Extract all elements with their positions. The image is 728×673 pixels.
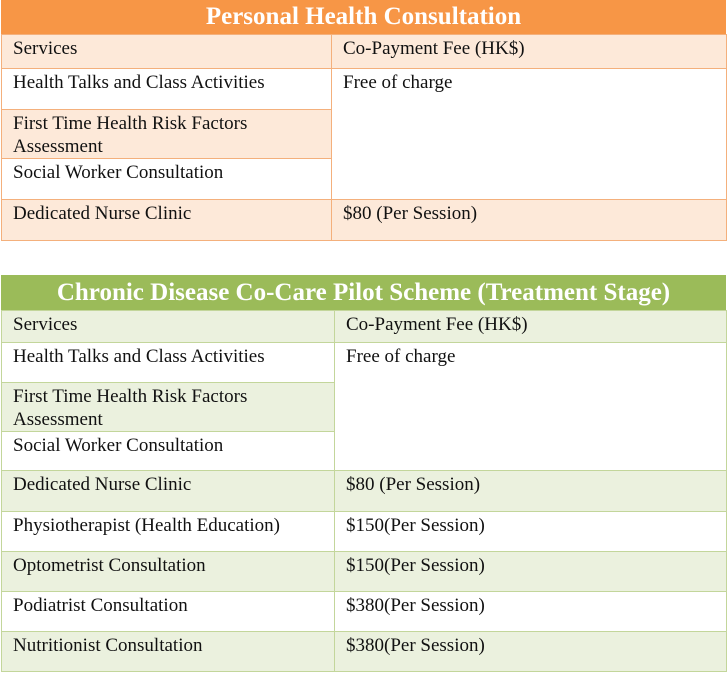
service-cell: Dedicated Nurse Clinic — [2, 200, 332, 241]
personal-health-table — [1, 0, 726, 241]
service-cell: Dedicated Nurse Clinic — [2, 471, 335, 512]
service-cell: First Time Health Risk Factors Assessment — [2, 383, 335, 432]
header-services: Services — [2, 311, 335, 343]
header-fee: Co-Payment Fee (HK$) — [335, 311, 727, 343]
service-cell: Optometrist Consultation — [2, 552, 335, 592]
service-cell: Social Worker Consultation — [2, 159, 332, 200]
fee-cell: $380(Per Session) — [335, 592, 727, 632]
personal-table-title: Personal Health Consultation — [1, 0, 726, 34]
chronic-disease-table — [1, 275, 726, 672]
service-cell: Podiatrist Consultation — [2, 592, 335, 632]
fee-cell: Free of charge — [335, 343, 727, 471]
header-services: Services — [2, 35, 332, 69]
service-cell: Social Worker Consultation — [2, 432, 335, 471]
fee-cell: $150(Per Session) — [335, 552, 727, 592]
service-cell: Nutritionist Consultation — [2, 632, 335, 672]
header-fee: Co-Payment Fee (HK$) — [332, 35, 727, 69]
fee-cell: $380(Per Session) — [335, 632, 727, 672]
service-cell: Health Talks and Class Activities — [2, 69, 332, 110]
fee-cell: Free of charge — [332, 69, 727, 200]
chronic-table-title: Chronic Disease Co-Care Pilot Scheme (Treatment Stage) — [1, 275, 726, 310]
service-cell: Physiotherapist (Health Education) — [2, 512, 335, 552]
service-cell: First Time Health Risk Factors Assessment — [2, 110, 332, 159]
fee-cell: $80 (Per Session) — [335, 471, 727, 512]
fee-cell: $80 (Per Session) — [332, 200, 727, 241]
fee-cell: $150(Per Session) — [335, 512, 727, 552]
service-cell: Health Talks and Class Activities — [2, 343, 335, 383]
